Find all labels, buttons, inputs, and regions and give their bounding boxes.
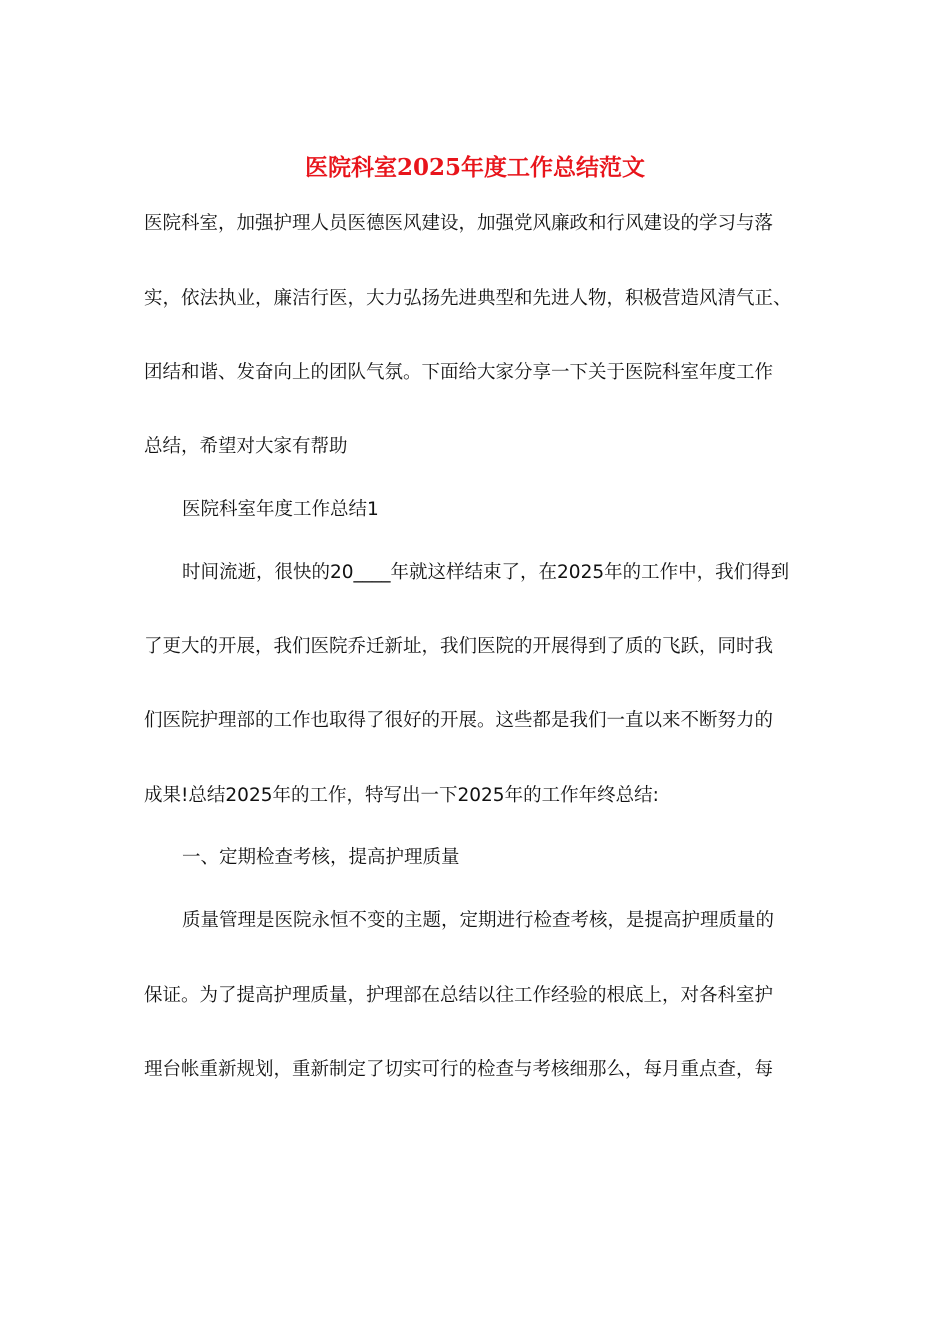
paragraph-2-line-3: 理台帐重新规划，重新制定了切实可行的检查与考核细那么，每月重点查，每	[144, 1059, 774, 1080]
paragraph-1-line-2: 了更大的开展，我们医院乔迁新址，我们医院的开展得到了质的飞跃，同时我	[144, 636, 774, 657]
paragraph-2-line-1: 质量管理是医院永恒不变的主题，定期进行检查考核，是提高护理质量的	[182, 910, 775, 931]
paragraph-1-line-3: 们医院护理部的工作也取得了很好的开展。这些都是我们一直以来不断努力的	[144, 710, 774, 731]
intro-line-4: 总结，希望对大家有帮助	[144, 436, 348, 457]
intro-line-1: 医院科室，加强护理人员医德医风建设，加强党风廉政和行风建设的学习与落	[144, 213, 774, 234]
paragraph-2-line-2: 保证。为了提高护理质量，护理部在总结以往工作经验的根底上，对各科室护	[144, 985, 774, 1006]
intro-line-2: 实，依法执业，廉洁行医，大力弘扬先进典型和先进人物，积极营造风清气正、	[144, 288, 792, 309]
subheading-1: 一、定期检查考核，提高护理质量	[182, 847, 460, 868]
section-heading-1: 医院科室年度工作总结1	[182, 499, 379, 520]
paragraph-1-line-1: 时间流逝，很快的20____年就这样结束了，在2025年的工作中，我们得到	[182, 562, 790, 583]
paragraph-1-line-4: 成果!总结2025年的工作，特写出一下2025年的工作年终总结:	[144, 785, 659, 806]
intro-line-3: 团结和谐、发奋向上的团队气氛。下面给大家分享一下关于医院科室年度工作	[144, 362, 774, 383]
document-title: 医院科室2025年度工作总结范文	[304, 154, 645, 181]
